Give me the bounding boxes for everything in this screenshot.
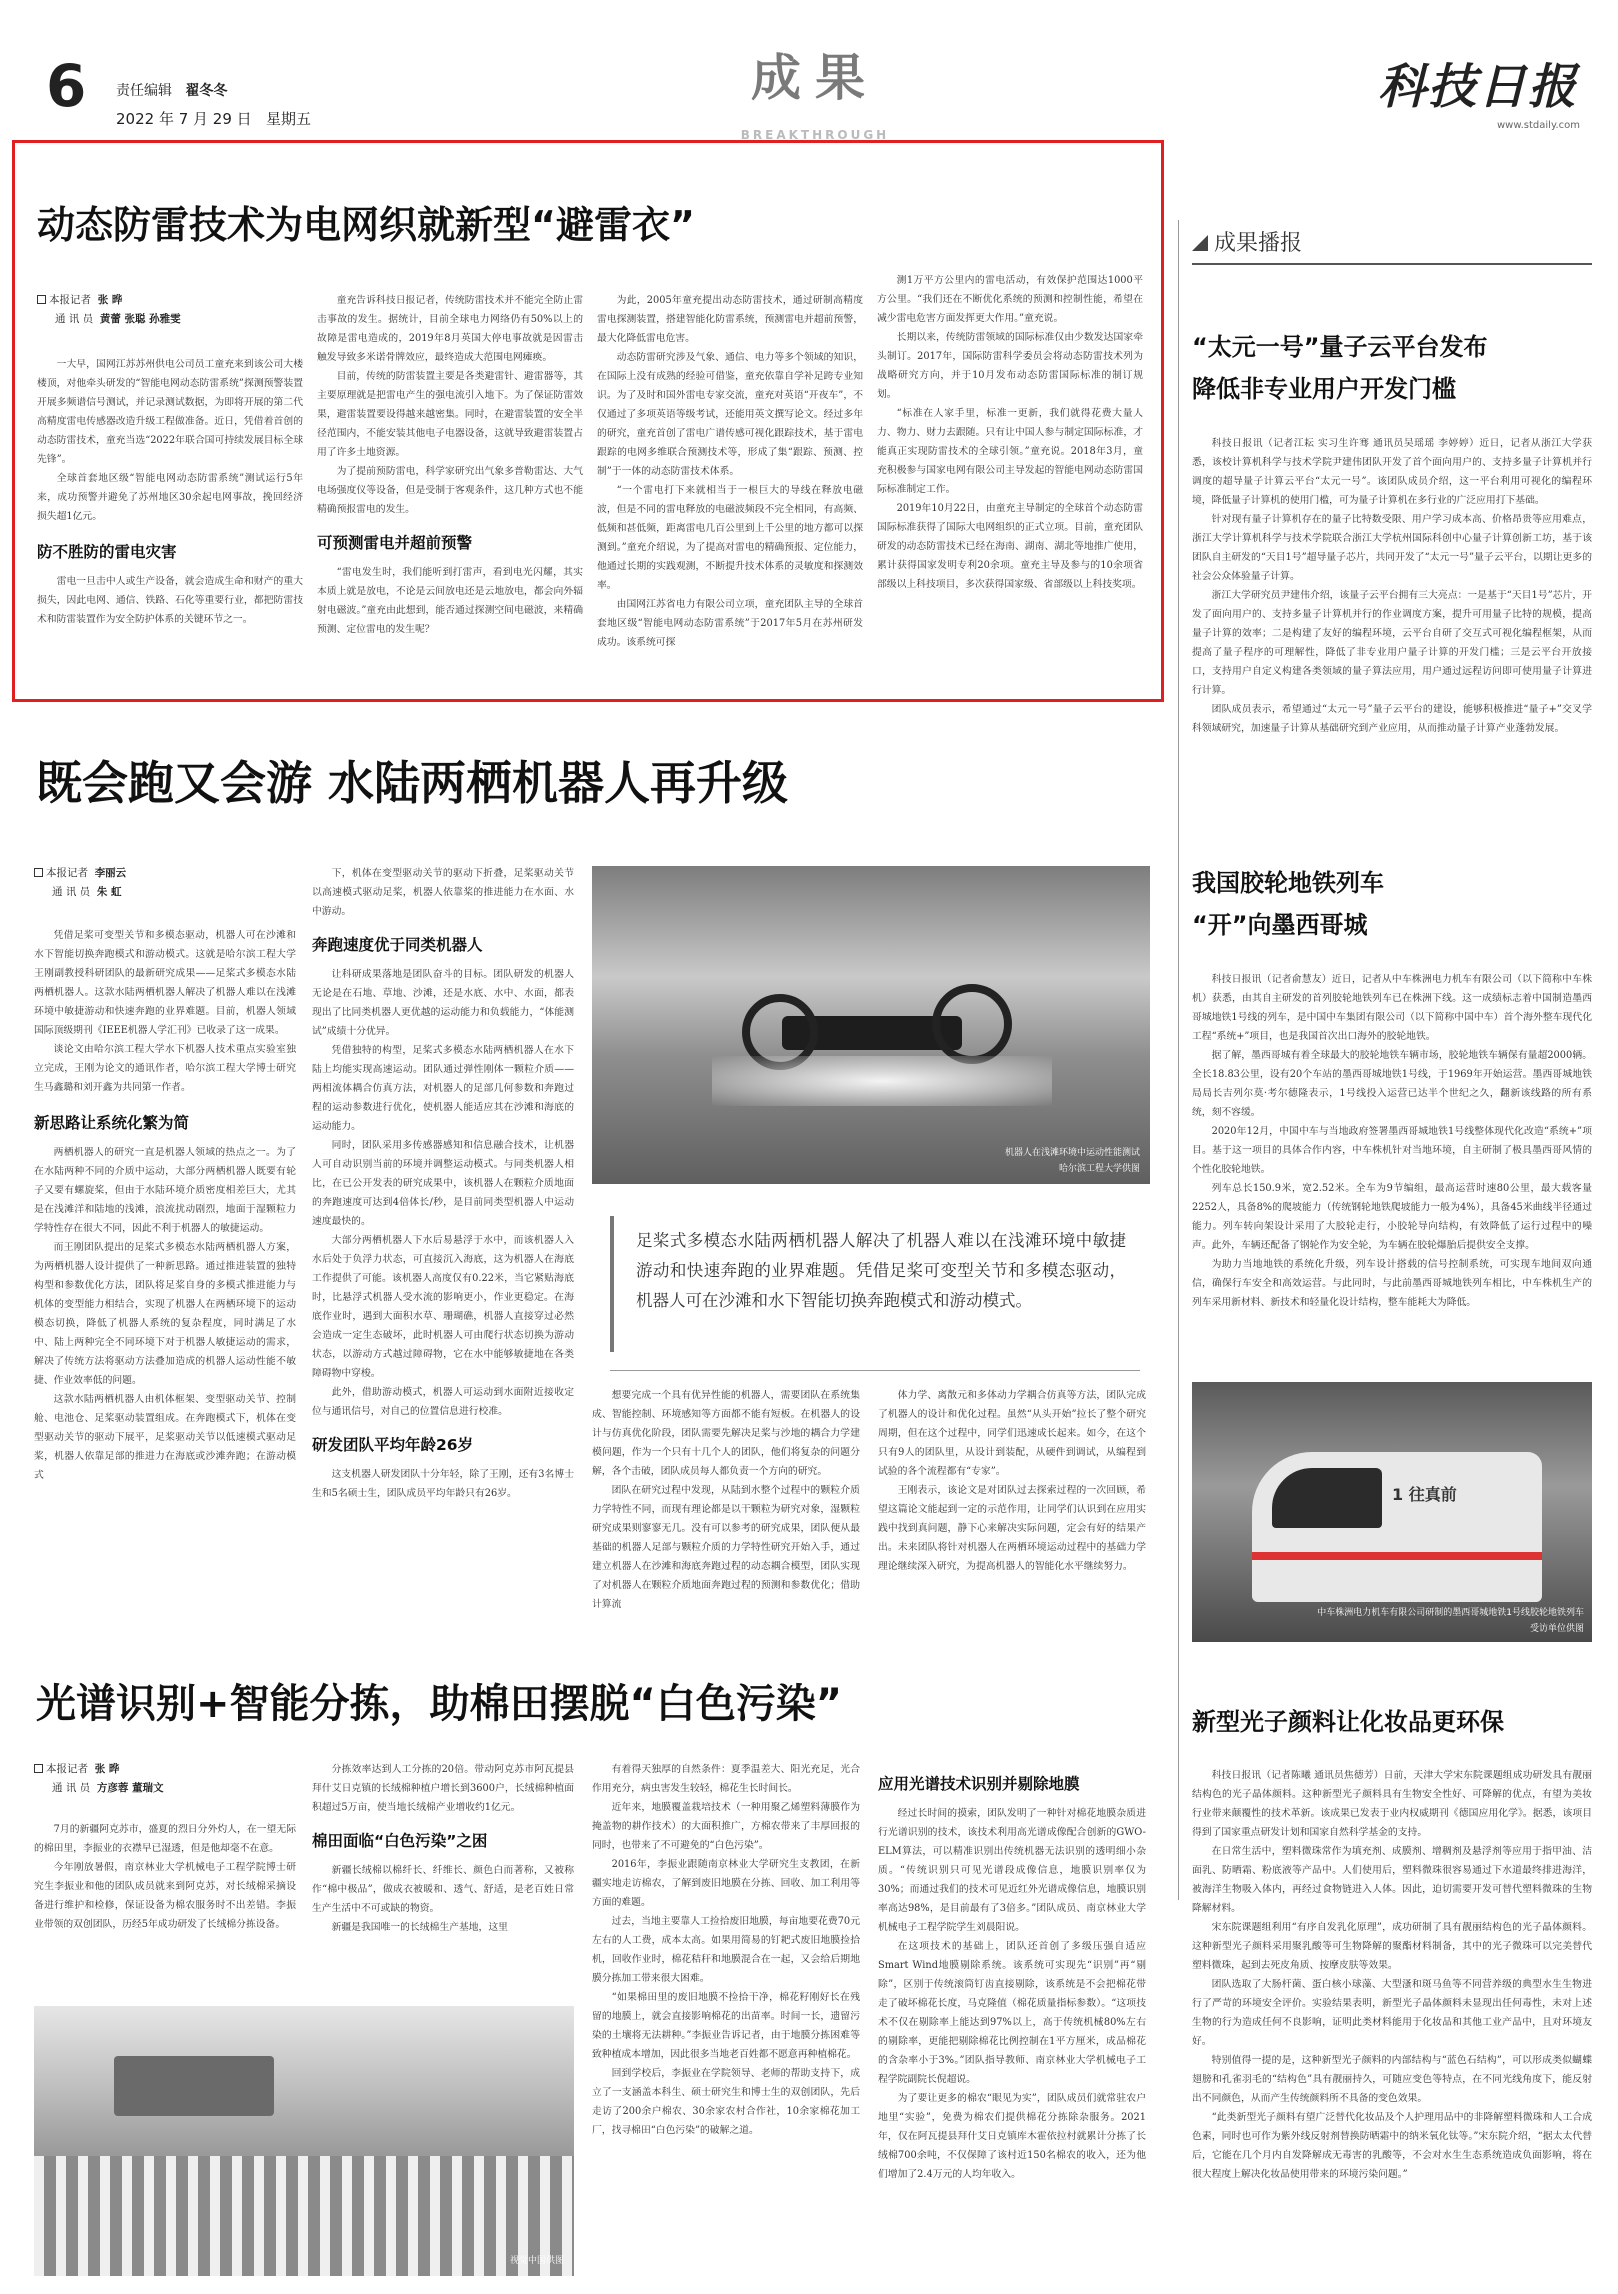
article1-col1-body: 一大早，国网江苏苏州供电公司员工童充来到该公司大楼楼顶，对他牵头研发的“智能电网动态防雷系统”探测预警装置开展多频谱信号测试，并记录测试数据，为即将开展的第二代高精度雷电传感器改造升级工程做准备。近日，凭借着首创的动态防雷技术，童充当选“2022年联合国可持续发展目标全球先锋”。 全球首套地区级“智能电网动态防雷系统”测试运行5年来，成功预警并避免了苏州地区30余起电网事故，挽回经济损失超1亿元。 [37,359,303,522]
article2-col1-body: 凭借足桨可变型关节和多模态驱动，机器人可在沙滩和水下智能切换奔跑模式和游动模式。这就是哈尔滨工程大学王刚副教授科研团队的最新研究成果——足桨式多模态水陆两栖机器人。这款水陆两栖机器人解决了机器人难以在浅滩环境中敏捷游动和快速奔跑的业界难题。目前，机器人领域国际顶级期刊《IEEE机器人学汇刊》已收录了这一成果。 谈论文由哈尔滨工程大学水下机器人技术重点实验室独立完成，王刚为论文的通讯作者，哈尔滨工程大学博士研究生马鑫璐和刘开鑫为共同第一作者。 [34,930,296,1093]
article1-col2b-body: “雷电发生时，我们能听到打雷声，看到电光闪耀，其实本质上就是放电，不论是云间放电还是云地放电，都会向外辐射电磁波。”童充由此想到，能否通过探测空间电磁波，来精确预测、定位雷电的发生呢？ [317,567,583,635]
article2-col2-subhead2: 研发团队平均年龄26岁 [312,1436,474,1454]
article3-col1-body: 7月的新疆阿克苏市，盛夏的烈日分外灼人，在一望无际的棉田里，李振业的衣襟早已湿透，但是他却毫不在意。 今年刚放暑假，南京林业大学机械电子工程学院博士研究生李振业和他的团队成员就来到阿克苏，对长绒棉采摘设备进行维护和检修，保证设备为棉农服务时不出差错。李振业带领的双创团队，历经5年成功研发了长绒棉分拣设备。 [34,1824,296,1930]
section-sub: BREAKTHROUGH [740,128,890,140]
article1-col1b-body: 雷电一旦击中人或生产设备，就会造成生命和财产的重大损失，因此电网、通信、铁路、石化等重要行业，都把防雷技术和防雷装置作为安全防护体系的关键环节之一。 [37,576,303,625]
cotton-field-photo [34,2006,574,2276]
article1-reporter2: 黄蕾 张聪 孙雅雯 [99,313,181,325]
news2-title: 我国胶轮地铁列车 “开”向墨西哥城 [1192,869,1384,939]
article3-title: 光谱识别+智能分拣，助棉田摆脱“白色污染” [36,1681,843,1727]
article2-col2c-body: 这支机器人研发团队十分年轻，除了王刚，还有3名博士生和5名硕士生，团队成员平均年龄只有26岁。 [312,1469,574,1499]
masthead: 科技日报 [1378,59,1579,115]
issue-date [116,108,311,129]
article3-col3 [592,1760,860,2280]
cotton-caption: 视觉中国供图 [509,2256,564,2266]
section-title: 成果 [751,49,879,107]
article2-title: 既会跑又会游 水陆两栖机器人再升级 [36,756,789,810]
sidebar [1192,226,1592,2276]
article3-col2-subhead: 棉田面临“白色污染”之困 [312,1832,488,1850]
square-bullet-icon [34,1764,43,1773]
editor-line [116,80,227,100]
article3-col4-body: 经过长时间的摸索，团队发明了一种针对棉花地膜杂质进行光谱识别的技术，该技术利用高光谱成像配合创新的GWO-ELM算法，可以精准识别出传统机器无法识别的透明细小杂质。“传统识别只可见光谱段成像信息，地膜识别率仅为30%；而通过我们的技术可见近红外光谱成像信息，地膜识别率高达98%，是目前最有了3倍多。”团队成员、南京林业大学机械电子工程学院学生刘晨阳说。 在这项技术的基础上，团队还首创了多级压强自适应Smart Wind地膜剔除系统。该系统可实现先“识别”再“剔除”，区别于传统滚筒钉齿直接剔除，该系统是不会把棉花带走了破坏棉花长度，马克隆值（棉花质量指标参数）。“这项技术不仅在剔除率上能达到97%以上，高于传统机械80%左右的剔除率，更能把剔除棉花比例控制在1平方厘米，成品棉花的含杂率小于3%。”团队指导教师、南京林业大学机械电子工程学院副院长倪超说。 为了要让更多的棉农“眼见为实”，团队成员们就常驻农户地里“实验”，免费为棉农们提供棉花分拣除杂服务。2021年，仅在阿瓦提县拜什艾日克镇库木霍依拉村就累计分拣了长绒棉700余吨，不仅保障了该村近150名棉农的收入，还为他们增加了2.4万元的人均年收入。 [878,1808,1146,2180]
weekday: 星期五 [265,110,311,128]
article1-col3 [597,291,863,652]
water-splash [712,1056,1052,1106]
article1-col2-subhead: 可预测雷电并超前预警 [317,534,473,552]
editor-name: 翟冬冬 [185,83,228,99]
article3-col2 [312,1760,574,1937]
train-sign: 1 往真前 [1392,1485,1457,1504]
article1-col2-body: 童充告诉科技日报记者，传统防雷技术并不能完全防止雷击事故的发生。据统计，目前全球电力网络仍有50%以上的故障是雷电造成的，2019年8月英国大停电事故就是因雷击触发导致多米诺骨牌效应，最终造成大范围电网瘫痪。 目前，传统的防雷装置主要是各类避雷针、避雷器等，其主要原理就是把雷电产生的强电流引入地下。为了保证防雷效果，避雷装置要设得越来越密集。同时，在避雷装置的安全半径范围内，不能安装其他电子电器设备，这就导致避雷装置占用了许多土地资源。 为了提前预防雷电，科学家研究出气象多普勒雷达、大气电场强度仪等设备，但是受制于客观条件，这几种方式也不能精确预报雷电的发生。 [317,295,583,515]
train-photo [1192,1382,1592,1642]
article3-col2-body: 分拣效率达到人工分拣的20倍。带动阿克苏市阿瓦提县拜什艾日克镇的长绒棉种植户增长到3600户，长绒棉种植面积超过5万亩，使当地长绒棉产业增收约1亿元。 [312,1764,574,1813]
square-bullet-icon [37,295,46,304]
article1-title: 动态防雷技术为电网织就新型“避雷衣” [37,203,695,247]
news1-body: 科技日报讯（记者江耘 实习生许骞 通讯员吴瑶瑶 李婷婷）近日，记者从浙江大学获悉，该校计算机科学与技术学院尹建伟团队开发了首个面向用户的、支持多量子计算机并行调度的超导量子计算云平台“太元一号”。该团队成员介绍，这一平台利用可视化的编程环境，降低量子计算机的使用门槛，可为量子计算机在多行业的广泛应用打下基础。 针对现有量子计算机存在的量子比特数受限、用户学习成本高、价格昂贵等应用难点，浙江大学计算机科学与技术学院联合浙江大学杭州国际科创中心量子计算创新工坊，基于该团队自主研发的“天目1号”超导量子芯片，共同开发了“太元一号”量子云平台，以期让更多的社会公众体验量子计算。 浙江大学研究员尹建伟介绍，该量子云平台拥有三大亮点：一是基于“天目1号”芯片，开发了面向用户的、支持多量子计算机并行的作业调度方案，提升可用量子比特的规模，提高量子计算的效率；二是构建了友好的编程环境，云平台自研了交互式可视化编程框架，从而提高了量子程序的可理解性，降低了非专业用户量子计算的开发门槛；三是云平台开放接口，支持用户自定义构建各类领域的量子算法应用，用户通过远程访问即可使用量子计算进行计算。 团队成员表示，希望通过“太元一号”量子云平台的建设，能够积极推进“量子+”交叉学科领域研究，加速量子计算从基础研究到产业应用，从而推动量子计算产业蓬勃发展。 [1192,438,1592,734]
article3-col2b-body: 新疆长绒棉以棉纤长、纤维长、颜色白而著称，又被称作“棉中极品”，做成衣被暖和、透气、舒适，是老百姓日常生产生活中不可或缺的物资。 新疆是我国唯一的长绒棉生产基地，这里 [312,1865,574,1933]
article3-col4 [878,1772,1146,2294]
date: 2022 年 7 月 29 日 [116,110,252,128]
editor-label: 责任编辑 [116,83,172,99]
website: www.stdaily.com [1497,120,1580,131]
train-stripe [1252,1552,1542,1560]
robot-photo [592,866,1150,1184]
article2-col4-body: 体力学、离散元和多体动力学耦合仿真等方法，团队完成了机器人的设计和优化过程。虽然“从头开始”拉长了整个研究周期，但在这个过程中，同学们迅速成长起来。如今，在这个只有9人的团队里，从设计到装配，从硬件到调试，从编程到试验的各个流程都有“专家”。 王刚表示，该论文是对团队过去探索过程的一次回顾，希望这篇论文能起到一定的示范作用，让同学们认识到在应用实践中找到真问题，静下心来解决实际问题，定会有好的结果产出。未来团队将针对机器人在两栖环境运动过程中的基础力学理论继续深入研究，为提高机器人的智能化水平继续努力。 [878,1390,1146,1572]
article2-col2 [312,864,574,1503]
article1-col2 [317,291,583,639]
article1-col1 [37,291,303,629]
triangle-marker-icon [1192,235,1208,251]
article2-col3 [592,1386,860,1614]
train-window [1272,1468,1382,1528]
page-number: 6 [46,52,87,120]
article2-col2-subhead: 奔跑速度优于同类机器人 [312,936,483,954]
square-bullet-icon [34,868,43,877]
article2-col3-body: 想要完成一个具有优异性能的机器人，需要团队在系统集成、智能控制、环境感知等方面都不能有短板。在机器人的设计与仿真优化阶段，团队需要先解决足桨与沙地的耦合力学建模问题，作为一个只有十几个人的团队，他们将复杂的问题分解，各个击破，团队成员每人都负责一个方向的研究。 团队在研究过程中发现，从陆到水整个过程中的颗粒介质力学特性不同，而现有理论都是以干颗粒为研究对象，湿颗粒研究成果则寥寥无几。没有可以参考的研究成果，团队便从最基础的机器人足部与颗粒介质的力学特性研究开始入手，通过建立机器人在沙滩和海底奔跑过程的动态耦合模型，团队实现了对机器人在颗粒介质地面奔跑过程的预测和参数优化；借助计算流 [592,1390,860,1610]
page-header [0,0,1618,140]
article3-col4-subhead: 应用光谱技术识别并剔除地膜 [878,1775,1080,1793]
article-lightning-protection [12,140,1164,702]
article1-col1-subhead: 防不胜防的雷电灾害 [37,543,177,561]
article1-col4 [877,271,1143,594]
article3-byline2: 通 讯 员 方彦蓉 董瑞文 [52,1782,164,1794]
pull-quote: 足桨式多模态水陆两栖机器人解决了机器人难以在浅滩环境中敏捷游动和快速奔跑的业界难题。凭借足桨可变型关节和多模态驱动，机器人可在沙滩和水下智能切换奔跑模式和游动模式。 [636,1231,1126,1310]
article3-col3-body: 有着得天独厚的自然条件：夏季温差大、阳光充足，光合作用充分，病虫害发生较轻，棉花生长时间长。 近年来，地膜覆盖栽培技术（一种用聚乙烯塑料薄膜作为掩盖物的耕作技术）的大面积推广，方棉农带来了丰厚回报的同时，也带来了不可避免的“白色污染”。 2016年，李振业跟随南京林业大学研究生支教团，在新疆实地走访棉农，了解到废旧地膜在分拣、回收、加工利用等方面的难题。 过去，当地主要靠人工捡拾废旧地膜，每亩地要花费70元左右的人工费，成本太高。如果用简易的钉耙式废旧地膜捡拾机，回收作业时，棉花秸秆和地膜混合在一起，又会给后期地膜分拣加工带来很大困难。 “如果棉田里的废旧地膜不捡拾干净，棉花籽刚好长在残留的地膜上，就会直接影响棉花的出苗率。时间一长，遗留污染的土壤将无法耕种。”李振业告诉记者，由于地膜分拣困难等致种植成本增加，因此很多当地老百姓都不愿意再种植棉花。 回到学校后，李振业在学院领导、老师的帮助支持下，成立了一支涵盖本科生、硕士研究生和博士生的双创团队，先后走访了200余户棉农、30余家农村合作社，10余家棉花加工厂，找寻棉田“白色污染”的破解之道。 [592,1764,860,2136]
article2-col1-subhead: 新思路让系统化繁为简 [34,1114,190,1132]
news2-body: 科技日报讯（记者俞慧友）近日，记者从中车株洲电力机车有限公司（以下简称中车株机）获悉，由其自主研发的首列胶轮地铁列车已在株洲下线。这一成绩标志着中国制造墨西哥城地铁1号线的列车，是中国中车集团有限公司（以下简称中国中车）首个海外整车现代化工程“系统+”项目，也是我国首次出口海外的胶轮地铁。 据了解，墨西哥城有着全球最大的胶轮地铁车辆市场，胶轮地铁车辆保有量超2000辆。全长18.83公里，设有20个车站的墨西哥城地铁1号线，于1969年开始运营。墨西哥城地铁局局长吉列尔莫·考尔德隆表示，1号线投入运营已达半个世纪之久，翻新该线路的所有系统，刻不容缓。 2020年12月，中国中车与当地政府签署墨西哥城地铁1号线整体现代化改造“系统+”项目。基于这一项目的具体合作内容，中车株机针对当地环境，自主研制了极具墨西哥风情的个性化胶轮地铁。 列车总长150.9米，宽2.52米。全车为9节编组，最高运营时速80公里，最大载客量2252人，具备8%的爬坡能力（传统钢轮地铁爬坡能力一般为4%），具备45米曲线半径通过能力。列车转向架设计采用了大胶轮走行，小胶轮导向结构，有效降低了运行过程中的噪声。此外，车辆还配备了钢轮作为安全轮，为车辆在胶轮爆胎后提供安全支撑。 为助力当地地铁的系统化升级，列车设计搭载的信号控制系统，可实现车地间双向通信，确保行车安全和高效运营。与此同时，与此前墨西哥城地铁列车相比，中车株机生产的列车采用新材料、新技术和轻量化设计结构，整车能耗大为降低。 [1192,974,1592,1308]
article1-reporter1: 张 晔 [97,294,123,306]
farm-machine [114,2056,274,2116]
article2-col2b-body: 让科研成果落地是团队奋斗的目标。团队研发的机器人无论是在石地、草地、沙滩，还是水底、水中、水面，都表现出了比同类机器人更优越的运动能力和负载能力，“体能测试”成绩十分优异。 凭借独特的构型，足桨式多模态水陆两栖机器人在水下陆上均能实现高速运动。团队通过弹性刚体一颗粒介质——两相流体耦合仿真方法，对机器人的足部几何参数和奔跑过程的运动参数进行优化，使机器人能适应其在沙滩和海底的运动能力。 同时，团队采用多传感器感知和信息融合技术，让机器人可自动识别当前的环境并调整运动模式。与同类机器人相比，在已公开发表的研究成果中，该机器人在颗粒介质地面的奔跑速度可达到4倍体长/秒，是目前同类型机器人中运动速度最快的。 大部分两栖机器人下水后易悬浮于水中，而该机器人入水后处于负浮力状态，可直接沉入海底，这为机器人在海底工作提供了可能。该机器人高度仅有0.22米，当它紧贴海底时，比悬浮式机器人受水流的影响更小，作业更稳定。在海底作业时，遇到大面积水草、珊瑚礁，机器人直接穿过必然会造成一定生态破坏，此时机器人可由爬行状态切换为游动状态，以游动方式越过障碍物，它在水中能够敏捷地在各类障碍物中穿梭。 此外，借助游动模式，机器人可运动到水面附近接收定位与通讯信号，对自己的位置信息进行校准。 [312,969,574,1417]
train-caption-1: 中车株洲电力机车有限公司研制的墨西哥城地铁1号线胶轮地铁列车 [1317,1608,1584,1618]
pull-quote-rule [610,1370,1140,1371]
news3-body: 科技日报讯（记者陈曦 通讯员焦德芳）日前，天津大学宋东院课题组成功研发具有靓丽结构色的光子晶体颜料。这种新型光子颜料具有生物安全性好、可降解的优点，有望为美妆行业带来颠覆性的技术革新。该成果已发表于业内权威期刊《德国应用化学》。据悉，该项目得到了国家重点研发计划和国家自然科学基金的支持。 在日常生活中，塑料微珠常作为填充剂、成膜剂、增稠剂及悬浮剂等应用于指甲油、洁面乳、防晒霜、粉底液等产品中。人们使用后，塑料微珠很容易通过下水道最终排进海洋，被海洋生物吸入体内，再经过食物链进入人体。因此，迫切需要开发可替代塑料微珠的生物降解材料。 宋东院课题组利用“有序自发乳化原理”，成功研制了具有靓丽结构色的光子晶体颜料。这种新型光子颜料采用聚乳酸等可生物降解的聚酯材料制备，其中的光子微珠可以完美替代塑料微珠，起到去死皮角质、按摩皮肤等效果。 团队选取了大肠杆菌、蛋白核小球藻、大型溞和斑马鱼等不同营养级的典型水生生物进行了严苛的环境安全评价。实验结果表明，新型光子晶体颜料未显现出任何毒性，未对上述生物的行为造成任何不良影响，证明此类材料能用于化妆品和其他工业产品中，且对环境友好。 特别值得一提的是，这种新型光子颜料的内部结构与“蓝色石结构”，可以形成类似蝴蝶翅膀和孔雀羽毛的“结构色”具有靓丽持久，可随应变色等特点，在不同光线角度下，能反射出不同颜色，从而产生传统颜料所不具备的变色效果。 “此类新型光子颜料有望广泛替代化妆品及个人护理用品中的非降解塑料微珠和人工合成色素，同时也可作为紫外线反射剂替换防晒霜中的纳米氧化钛等。”宋东院介绍，“据太太代替后，它能在几个月内自发降解成无毒害的乳酸等，不会对水生生态系统造成负面影响，将在很大程度上解决化妆品使用带来的环境污染问题。” [1192,1770,1592,2180]
news3-title: 新型光子颜料让化妆品更环保 [1192,1708,1504,1736]
article1-col3-body: 为此，2005年童充提出动态防雷技术，通过研制高精度雷电探测装置，搭建智能化防雷系统，预测雷电并超前预警，最大化降低雷电危害。 动态防雷研究涉及气象、通信、电力等多个领域的知识，在国际上没有成熟的经验可借鉴，童充依靠自学补足跨专业知识。为了及时和国外雷电专家交流，童充对英语“开夜车”，不仅通过了多项英语等级考试，还能用英文撰写论文。经过多年的研究，童充首创了雷电广谱传感可视化跟踪技术，基于雷电跟踪的电网多维联合预测技术等，形成了集“跟踪、预测、控制”于一体的动态防雷技术体系。 “一个雷电打下来就相当于一根巨大的导线在释放电磁波，但是不同的雷电释放的电磁波频段不完全相同，有高频、低频和甚低频，距离雷电几百公里到上千公里的地方都可以探测到。”童充介绍说，为了提高对雷电的精确预报、定位能力，他通过长期的实践观测，不断提升技术体系的灵敏度和探测效率。 由国网江苏省电力有限公司立项，童充团队主导的全球首套地区级“智能电网动态防雷系统”于2017年5月在苏州研发成功。该系统可探 [597,295,863,648]
article1-col4-body: 测1万平方公里内的雷电活动，有效保护范围达1000平方公里。“我们还在不断优化系统的预测和控制性能，希望在减少雷电危害方面发挥更大作用。”童充说。 长期以来，传统防雷领域的国际标准仅由少数发达国家牵头制订。2017年，国际防雷科学委员会将动态防雷技术列为战略研究方向，并于10月发布动态防雷国际标准的制订规划。 “标准在人家手里，标准一更新，我们就得花费大量人力、物力、财力去跟随。只有让中国人参与制定国际标准，才能真正实现防雷技术的全球引领。”童充说。2018年3月，童充积极参与国家电网有限公司主导发起的智能电网动态防雷国际标准制定工作。 2019年10月22日，由童充主导制定的全球首个动态防雷国际标准获得了国际大电网组织的正式立项。目前，童充团队研发的动态防雷技术已经在海南、湖南、湖北等地推广使用，累计获得国家发明专利20余项。童充主导及参与的10余项省部级以上科技项目，多次获得国家级、省部级以上科技奖项。 [877,275,1143,590]
article2-col4 [878,1386,1146,1576]
news1-title: “太元一号”量子云平台发布 降低非专业用户开发门槛 [1192,333,1488,403]
sidebar-divider [1178,220,1179,1900]
article3-byline1: 本报记者 张 晔 [34,1760,296,1779]
robot-caption-2: 哈尔滨工程大学供图 [1058,1164,1140,1174]
article3-col1 [34,1760,296,1934]
article2-byline1: 本报记者 李丽云 [34,864,296,883]
article2-col1b-body: 两栖机器人的研究一直是机器人领域的热点之一。为了在水陆两种不同的介质中运动，大部分两栖机器人既要有轮子又要有螺旋桨，但由于水陆环境介质密度相差巨大，尤其是在浅滩洋和陆地的浅滩，浪流扰动剧烈，地面于湿颗粒力学特性存在很大不同，因此不利于机器人的敏捷运动。 而王刚团队提出的足桨式多模态水陆两栖机器人方案，为两栖机器人设计提供了一种新思路。通过推进装置的独特构型和参数优化方法，团队将足桨自身的多模式推进能力与机体的变型能力相结合，实现了机器人在两栖环境下的运动模态切换，降低了机器人系统的复杂程度，同时满足了水中、陆上两种完全不同环境下对于机器人敏捷运动的需求，解决了传统方法将驱动方法叠加造成的机器人运动性能不敏捷、作业效率低的问题。 这款水陆两栖机器人由机体框架、变型驱动关节、控制舱、电池仓、足桨驱动装置组成。在奔跑模式下，机体在变型驱动关节的驱动下展平，足桨驱动关节以低速模式驱动足桨，机器人依靠足部的推进力在海底或沙滩奔跑；在游动模式 [34,1147,296,1481]
pull-quote-box [610,1216,1130,1352]
train-caption-2: 受访单位供图 [1529,1624,1584,1634]
article2-col2-body: 下，机体在变型驱动关节的驱动下折叠，足桨驱动关节以高速模式驱动足桨，机器人依靠桨的推进能力在水面、水中游动。 [312,868,574,917]
article2-col1 [34,864,296,1485]
article1-byline2: 通 讯 员 黄蕾 张聪 孙雅雯 [55,313,181,325]
robot-caption-1: 机器人在浅滩环境中运动性能测试 [1004,1148,1140,1158]
article1-byline1: 本报记者 张 晔 [37,291,303,310]
cotton-rows [34,2156,574,2276]
article2-byline2: 通 讯 员 朱 虹 [52,886,122,898]
sidebar-section-title: 成果播报 [1192,226,1592,265]
robot-wheel-right [932,984,1012,1064]
